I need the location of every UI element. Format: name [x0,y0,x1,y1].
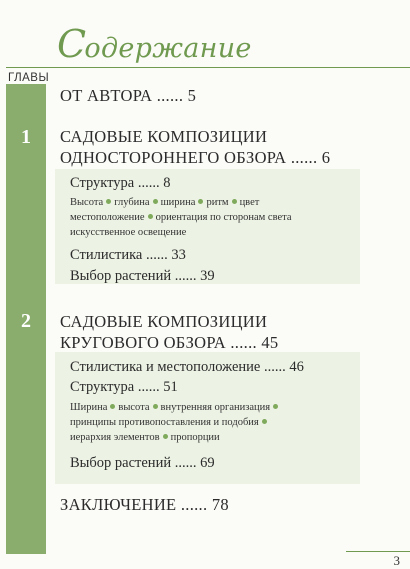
toc-chapter-2-title-line1[interactable]: САДОВЫЕ КОМПОЗИЦИИ [60,312,268,331]
bullet-dot [198,199,203,204]
toc-ch2-stylistics-location[interactable]: Стилистика и местоположение ...... 46 [70,359,304,375]
toc-entry-author[interactable]: ОТ АВТОРА ...... 5 [60,86,197,105]
toc-entry-conclusion[interactable]: ЗАКЛЮЧЕНИЕ ...... 78 [60,495,229,514]
toc-ch2-structure[interactable]: Структура ...... 51 [70,379,178,395]
toc-ch1-stylistics[interactable]: Стилистика ...... 33 [70,247,186,263]
chapter-1-number: 1 [21,126,31,148]
page-title [57,22,252,66]
toc-chapter-2-title-line2[interactable]: КРУГОВОГО ОБЗОРА ...... 45 [60,333,279,352]
page-number-rule [346,551,410,552]
chapters-label: ГЛАВЫ [8,72,50,84]
toc-ch2-structure-items-line3: иерархия элементов пропорции [70,432,220,443]
toc-ch2-structure-items-line1: Ширина высота внутренняя организация [70,402,281,413]
toc-ch1-structure[interactable]: Структура ...... 8 [70,175,171,191]
bullet-dot [262,419,267,424]
bullet-dot [273,404,278,409]
bullet-dot [148,214,153,219]
toc-ch2-structure-items-line2: принципы противопоставления и подобия [70,417,270,428]
chapter-sidebar [6,84,46,554]
toc-ch1-plant-selection[interactable]: Выбор растений ...... 39 [70,268,215,284]
bullet-dot [153,404,158,409]
bullet-dot [110,404,115,409]
page-number: 3 [393,553,400,568]
bullet-dot [232,199,237,204]
title-divider [6,67,410,68]
toc-ch1-structure-items-line3: искусственное освещение [70,227,187,238]
title-initial: С [57,22,87,66]
bullet-dot [163,434,168,439]
toc-chapter-1-title-line2[interactable]: ОДНОСТОРОННЕГО ОБЗОРА ...... 6 [60,148,331,167]
toc-ch1-structure-items-line2: местоположение ориентация по сторонам света [70,212,292,223]
chapter-2-number: 2 [21,310,31,332]
toc-ch2-plant-selection[interactable]: Выбор растений ...... 69 [70,455,215,471]
toc-chapter-1-title-line1[interactable]: САДОВЫЕ КОМПОЗИЦИИ [60,127,268,146]
title-rest: одержание [84,33,252,64]
bullet-dot [106,199,111,204]
bullet-dot [153,199,158,204]
toc-ch1-structure-items-line1: Высота глубина ширина ритм цвет [70,197,260,208]
